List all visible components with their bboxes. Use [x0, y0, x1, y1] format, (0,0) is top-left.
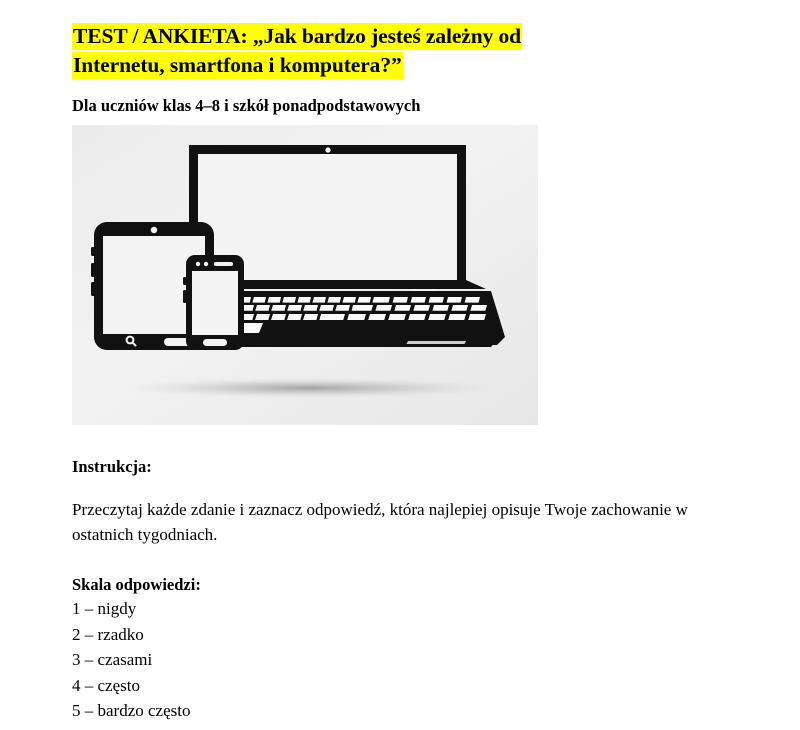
list-item: 4 – często — [72, 675, 140, 695]
list-item: 5 – bardzo często — [72, 701, 191, 720]
smartphone-icon — [183, 255, 244, 350]
tablet-camera-icon — [151, 227, 157, 233]
list-item: 3 – czasami — [72, 650, 153, 669]
page-title — [72, 0, 672, 80]
page-subtitle: Dla uczniów klas 4–8 i szkół ponadpodstawowych — [72, 96, 421, 115]
instruction-heading: Instrukcja: — [72, 457, 152, 476]
scale-heading: Skala odpowiedzi: — [72, 575, 201, 594]
title-highlight-2: Internetu, smartfona i komputera?” — [73, 53, 402, 77]
phone-speaker-icon — [214, 262, 233, 266]
drop-shadow — [124, 378, 496, 398]
title-highlight-1: TEST / ANKIETA: „Jak bardzo jesteś zależny od — [73, 24, 522, 48]
devices-illustration-graphic — [72, 125, 538, 425]
title-line-2 — [72, 51, 672, 80]
phone-sensor-icon — [204, 262, 208, 266]
phone-home-button — [203, 339, 227, 346]
phone-camera-icon — [196, 262, 200, 266]
title-line-1 — [72, 22, 672, 51]
devices-illustration — [72, 125, 538, 425]
scale-list — [72, 596, 800, 724]
instruction-text: Przeczytaj każde zdanie i zaznacz odpowiedź, która najlepiej opisuje Twoje zachowanie w ostatnich tygodniach. — [72, 500, 688, 544]
list-item: 1 – nigdy — [72, 599, 137, 618]
laptop-webcam-icon — [325, 147, 330, 152]
list-item: 2 – rzadko — [72, 624, 144, 644]
